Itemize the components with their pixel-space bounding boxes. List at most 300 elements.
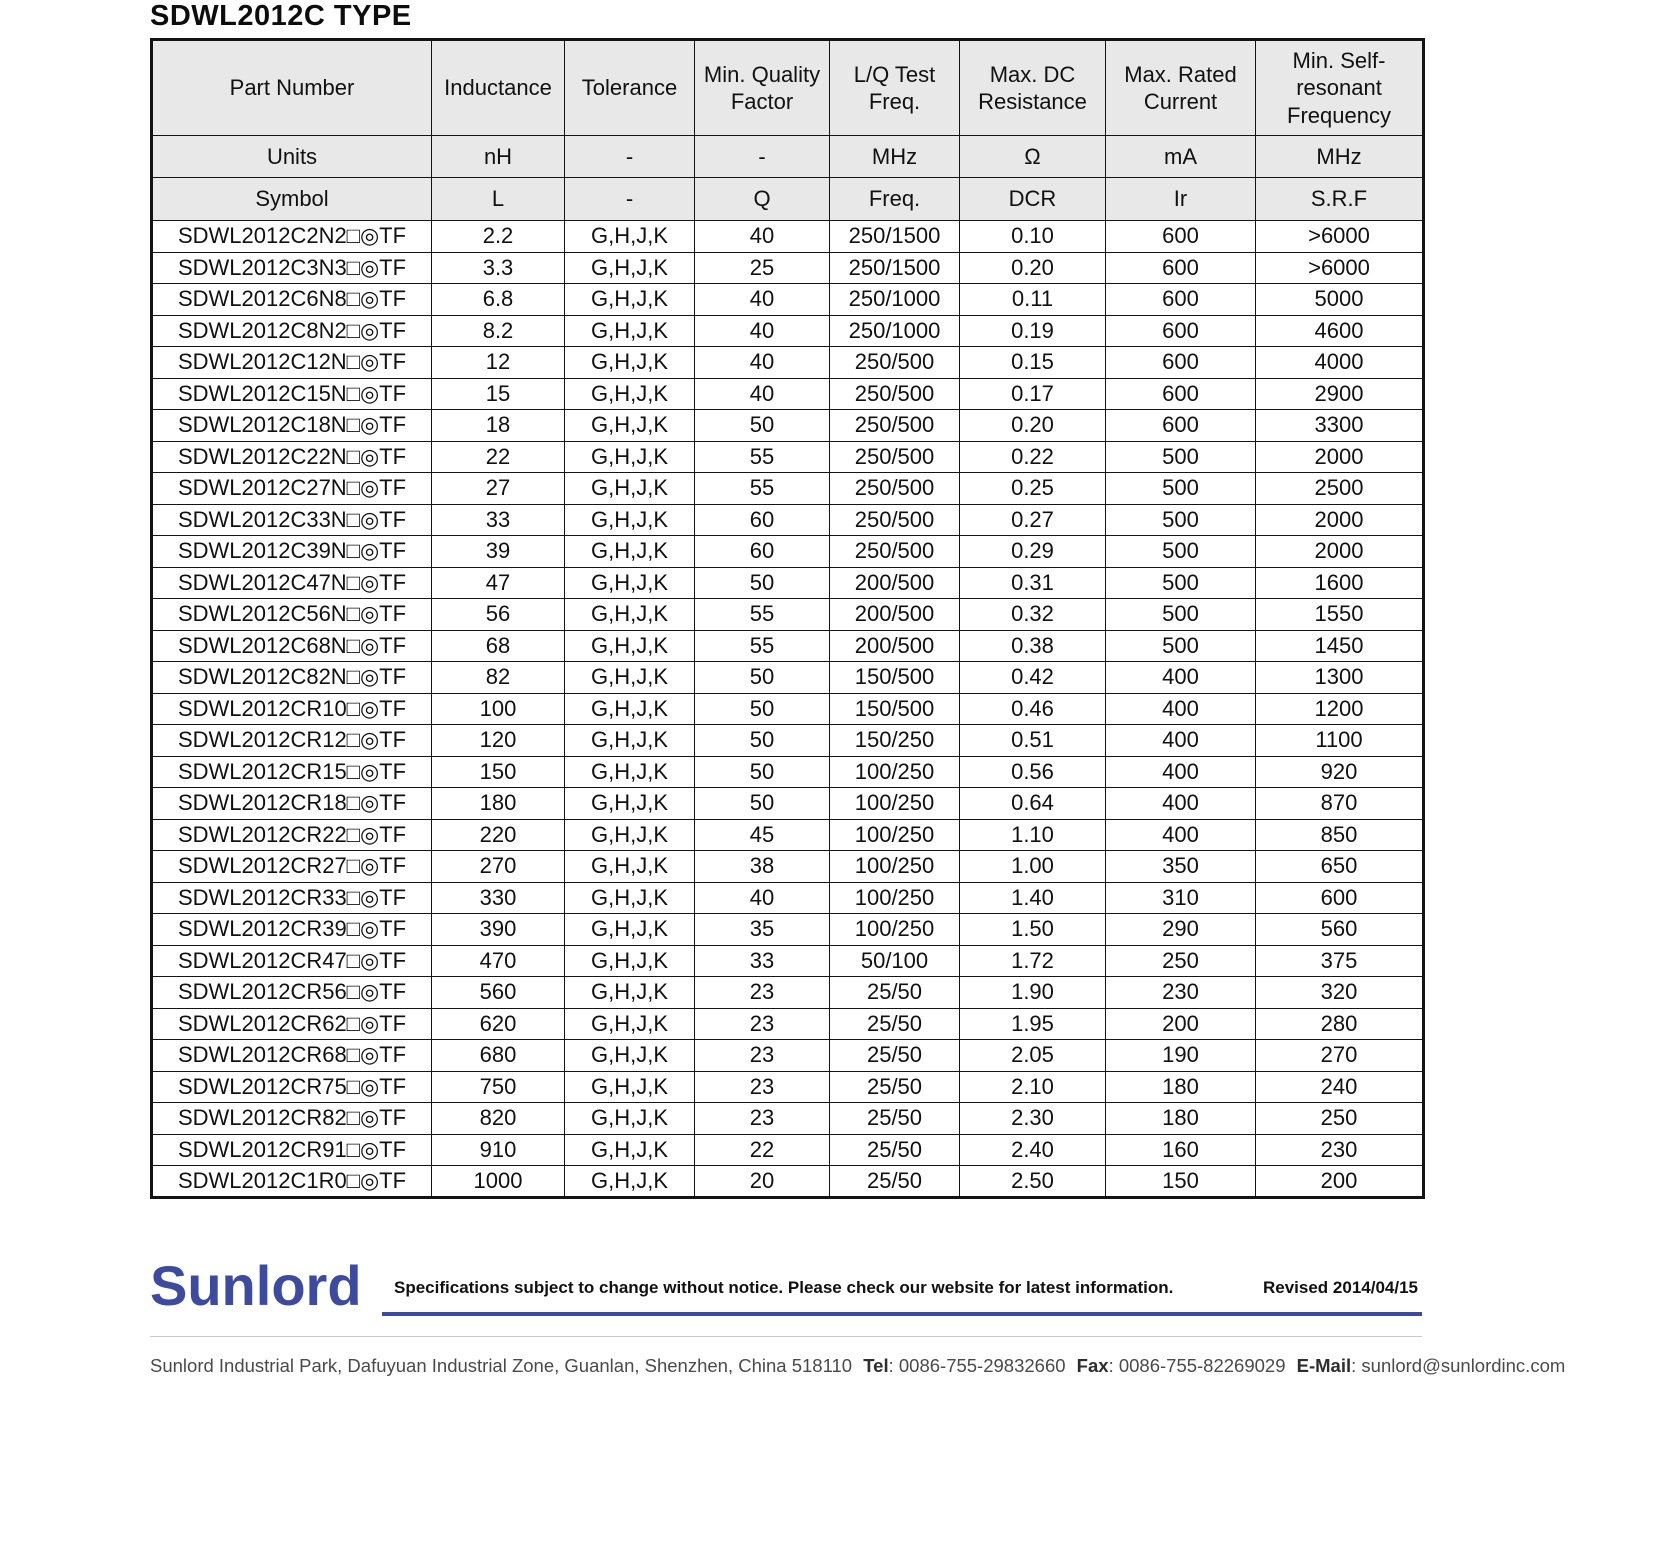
table-cell: 600: [1106, 315, 1256, 347]
table-cell: G,H,J,K: [565, 536, 695, 568]
table-cell: 23: [695, 1040, 830, 1072]
table-cell: G,H,J,K: [565, 756, 695, 788]
table-cell: G,H,J,K: [565, 473, 695, 505]
table-row: [152, 536, 1424, 568]
table-cell: 50: [695, 410, 830, 442]
table-cell: 350: [1106, 851, 1256, 883]
table-cell: G,H,J,K: [565, 977, 695, 1009]
table-cell: 200: [1106, 1008, 1256, 1040]
table-cell: 500: [1106, 441, 1256, 473]
table-cell: G,H,J,K: [565, 221, 695, 253]
header-cell: Part Number: [152, 40, 432, 136]
page-title: SDWL2012C TYPE: [150, 0, 412, 32]
table-cell: G,H,J,K: [565, 945, 695, 977]
units-cell: MHz: [1256, 136, 1424, 178]
table-cell: 50: [695, 725, 830, 757]
table-cell: 320: [1256, 977, 1424, 1009]
table-cell: SDWL2012CR27□◎TF: [152, 851, 432, 883]
table-cell: SDWL2012C3N3□◎TF: [152, 252, 432, 284]
table-cell: 400: [1106, 756, 1256, 788]
table-row: [152, 756, 1424, 788]
table-cell: 47: [432, 567, 565, 599]
symbol-cell: L: [432, 178, 565, 221]
table-cell: 250/500: [830, 378, 960, 410]
table-cell: 400: [1106, 725, 1256, 757]
table-cell: 0.20: [960, 410, 1106, 442]
table-cell: SDWL2012CR91□◎TF: [152, 1134, 432, 1166]
table-cell: 0.51: [960, 725, 1106, 757]
table-cell: G,H,J,K: [565, 1008, 695, 1040]
table-cell: 0.11: [960, 284, 1106, 316]
table-cell: 560: [1256, 914, 1424, 946]
table-cell: 50: [695, 662, 830, 694]
table-cell: 150/500: [830, 693, 960, 725]
table-cell: 6.8: [432, 284, 565, 316]
table-row: [152, 284, 1424, 316]
table-cell: 25/50: [830, 1103, 960, 1135]
table-row: [152, 504, 1424, 536]
table-cell: 1.50: [960, 914, 1106, 946]
header-cell: Tolerance: [565, 40, 695, 136]
table-cell: G,H,J,K: [565, 1166, 695, 1198]
table-row: [152, 1103, 1424, 1135]
table-cell: 40: [695, 284, 830, 316]
table-row: [152, 1166, 1424, 1198]
table-cell: G,H,J,K: [565, 693, 695, 725]
table-head: [152, 40, 1424, 221]
table-row: [152, 567, 1424, 599]
table-row: [152, 473, 1424, 505]
table-cell: 190: [1106, 1040, 1256, 1072]
table-cell: G,H,J,K: [565, 504, 695, 536]
table-cell: 25: [695, 252, 830, 284]
table-cell: 33: [432, 504, 565, 536]
table-cell: G,H,J,K: [565, 851, 695, 883]
table-cell: 250/500: [830, 473, 960, 505]
symbol-cell: -: [565, 178, 695, 221]
table-row: [152, 315, 1424, 347]
table-cell: 0.64: [960, 788, 1106, 820]
table-cell: 4000: [1256, 347, 1424, 379]
table-cell: >6000: [1256, 221, 1424, 253]
table-cell: G,H,J,K: [565, 1040, 695, 1072]
table-cell: 250/500: [830, 536, 960, 568]
header-cell: L/Q Test Freq.: [830, 40, 960, 136]
header-cell: Max. Rated Current: [1106, 40, 1256, 136]
table-cell: G,H,J,K: [565, 567, 695, 599]
table-cell: 3.3: [432, 252, 565, 284]
table-cell: 120: [432, 725, 565, 757]
table-cell: SDWL2012CR33□◎TF: [152, 882, 432, 914]
table-cell: 250/1000: [830, 315, 960, 347]
table-cell: G,H,J,K: [565, 252, 695, 284]
table-cell: G,H,J,K: [565, 914, 695, 946]
table-cell: 600: [1106, 252, 1256, 284]
table-cell: 27: [432, 473, 565, 505]
table-cell: 68: [432, 630, 565, 662]
table-cell: 1.40: [960, 882, 1106, 914]
symbol-cell: S.R.F: [1256, 178, 1424, 221]
table-cell: 15: [432, 378, 565, 410]
table-cell: 50: [695, 567, 830, 599]
table-cell: SDWL2012C1R0□◎TF: [152, 1166, 432, 1198]
units-cell: Ω: [960, 136, 1106, 178]
table-cell: 160: [1106, 1134, 1256, 1166]
table-cell: 20: [695, 1166, 830, 1198]
table-cell: 200/500: [830, 567, 960, 599]
table-cell: 1000: [432, 1166, 565, 1198]
table-cell: 2000: [1256, 504, 1424, 536]
table-cell: 25/50: [830, 1134, 960, 1166]
table-cell: 400: [1106, 788, 1256, 820]
table-cell: 23: [695, 1103, 830, 1135]
table-row: [152, 378, 1424, 410]
table-cell: 35: [695, 914, 830, 946]
table-cell: 1.72: [960, 945, 1106, 977]
table-row: [152, 851, 1424, 883]
table-cell: 600: [1106, 410, 1256, 442]
spec-table: [150, 38, 1425, 1199]
table-cell: G,H,J,K: [565, 1103, 695, 1135]
table-cell: 0.42: [960, 662, 1106, 694]
table-cell: 0.29: [960, 536, 1106, 568]
footer-tel-value: : 0086-755-29832660: [888, 1355, 1066, 1376]
table-cell: 1300: [1256, 662, 1424, 694]
table-cell: 22: [695, 1134, 830, 1166]
table-cell: 500: [1106, 630, 1256, 662]
units-cell: -: [565, 136, 695, 178]
table-cell: SDWL2012C33N□◎TF: [152, 504, 432, 536]
table-cell: 38: [695, 851, 830, 883]
table-cell: G,H,J,K: [565, 1071, 695, 1103]
table-cell: 12: [432, 347, 565, 379]
table-cell: G,H,J,K: [565, 410, 695, 442]
symbol-row: [152, 178, 1424, 221]
table-cell: 39: [432, 536, 565, 568]
table-cell: 100/250: [830, 788, 960, 820]
table-cell: G,H,J,K: [565, 347, 695, 379]
table-cell: 240: [1256, 1071, 1424, 1103]
table-cell: 400: [1106, 819, 1256, 851]
units-cell: MHz: [830, 136, 960, 178]
table-cell: 55: [695, 599, 830, 631]
table-cell: 40: [695, 347, 830, 379]
table-cell: 2000: [1256, 441, 1424, 473]
table-cell: 5000: [1256, 284, 1424, 316]
table-cell: 310: [1106, 882, 1256, 914]
table-cell: 45: [695, 819, 830, 851]
table-cell: 23: [695, 977, 830, 1009]
table-cell: 200/500: [830, 630, 960, 662]
table-row: [152, 693, 1424, 725]
table-cell: 400: [1106, 662, 1256, 694]
table-row: [152, 788, 1424, 820]
table-cell: 50: [695, 756, 830, 788]
table-cell: 50: [695, 788, 830, 820]
table-cell: 25/50: [830, 1040, 960, 1072]
table-cell: SDWL2012C68N□◎TF: [152, 630, 432, 662]
table-cell: 2.50: [960, 1166, 1106, 1198]
table-row: [152, 1134, 1424, 1166]
table-row: [152, 347, 1424, 379]
table-cell: 82: [432, 662, 565, 694]
table-cell: 910: [432, 1134, 565, 1166]
table-cell: 55: [695, 441, 830, 473]
table-cell: G,H,J,K: [565, 819, 695, 851]
table-cell: 250/1000: [830, 284, 960, 316]
table-cell: 100/250: [830, 819, 960, 851]
table-cell: G,H,J,K: [565, 1134, 695, 1166]
table-cell: 200/500: [830, 599, 960, 631]
table-cell: SDWL2012CR22□◎TF: [152, 819, 432, 851]
table-cell: 25/50: [830, 1166, 960, 1198]
table-cell: 0.10: [960, 221, 1106, 253]
table-cell: 1550: [1256, 599, 1424, 631]
table-cell: 1600: [1256, 567, 1424, 599]
table-cell: 2.05: [960, 1040, 1106, 1072]
table-cell: 250/500: [830, 347, 960, 379]
table-cell: 1200: [1256, 693, 1424, 725]
footer-email-value: : sunlord@sunlordinc.com: [1351, 1355, 1566, 1376]
table-cell: 1.95: [960, 1008, 1106, 1040]
table-body: [152, 221, 1424, 1198]
table-cell: SDWL2012C56N□◎TF: [152, 599, 432, 631]
table-cell: 180: [432, 788, 565, 820]
table-cell: 1.00: [960, 851, 1106, 883]
table-cell: 40: [695, 315, 830, 347]
table-cell: 470: [432, 945, 565, 977]
table-row: [152, 914, 1424, 946]
sunlord-logo: Sunlord: [150, 1254, 362, 1317]
table-cell: SDWL2012C27N□◎TF: [152, 473, 432, 505]
table-cell: G,H,J,K: [565, 662, 695, 694]
table-cell: G,H,J,K: [565, 882, 695, 914]
table-cell: 920: [1256, 756, 1424, 788]
table-row: [152, 1008, 1424, 1040]
table-cell: SDWL2012C18N□◎TF: [152, 410, 432, 442]
header-cell: Min. Self-resonant Frequency: [1256, 40, 1424, 136]
table-cell: 600: [1106, 378, 1256, 410]
table-cell: 0.22: [960, 441, 1106, 473]
table-cell: 560: [432, 977, 565, 1009]
table-row: [152, 599, 1424, 631]
table-cell: 60: [695, 504, 830, 536]
table-cell: 280: [1256, 1008, 1424, 1040]
table-row: [152, 1040, 1424, 1072]
table-row: [152, 221, 1424, 253]
table-row: [152, 977, 1424, 1009]
footer-tel-label: Tel: [863, 1355, 889, 1376]
table-cell: G,H,J,K: [565, 378, 695, 410]
table-cell: G,H,J,K: [565, 284, 695, 316]
table-cell: 60: [695, 536, 830, 568]
table-row: [152, 410, 1424, 442]
table-cell: 22: [432, 441, 565, 473]
symbol-cell: Freq.: [830, 178, 960, 221]
table-cell: G,H,J,K: [565, 788, 695, 820]
symbol-cell: Q: [695, 178, 830, 221]
table-cell: G,H,J,K: [565, 315, 695, 347]
footer-note: Specifications subject to change without notice. Please check our website for latest information.: [394, 1278, 1174, 1297]
table-cell: 650: [1256, 851, 1424, 883]
table-cell: 100: [432, 693, 565, 725]
table-row: [152, 819, 1424, 851]
table-cell: SDWL2012CR75□◎TF: [152, 1071, 432, 1103]
table-row: [152, 882, 1424, 914]
table-cell: 0.25: [960, 473, 1106, 505]
table-cell: 750: [432, 1071, 565, 1103]
table-cell: 250: [1106, 945, 1256, 977]
table-cell: 25/50: [830, 1008, 960, 1040]
table-cell: 250/500: [830, 504, 960, 536]
footer-revised-date: Revised 2014/04/15: [1262, 1278, 1418, 1297]
table-cell: 100/250: [830, 882, 960, 914]
table-cell: SDWL2012CR18□◎TF: [152, 788, 432, 820]
table-cell: 0.46: [960, 693, 1106, 725]
table-cell: G,H,J,K: [565, 725, 695, 757]
table-cell: 1.10: [960, 819, 1106, 851]
table-cell: 375: [1256, 945, 1424, 977]
table-cell: 150: [432, 756, 565, 788]
table-cell: SDWL2012CR82□◎TF: [152, 1103, 432, 1135]
table-cell: 600: [1256, 882, 1424, 914]
footer-fax-value: : 0086-755-82269029: [1108, 1355, 1286, 1376]
table-cell: SDWL2012CR15□◎TF: [152, 756, 432, 788]
table-cell: SDWL2012CR56□◎TF: [152, 977, 432, 1009]
footer-email-label: E-Mail: [1296, 1355, 1352, 1376]
table-cell: 180: [1106, 1071, 1256, 1103]
table-cell: G,H,J,K: [565, 441, 695, 473]
table-cell: 230: [1256, 1134, 1424, 1166]
header-cell: Min. Quality Factor: [695, 40, 830, 136]
table-cell: 0.17: [960, 378, 1106, 410]
table-row: [152, 252, 1424, 284]
table-cell: 23: [695, 1008, 830, 1040]
table-cell: 100/250: [830, 851, 960, 883]
table-cell: SDWL2012CR62□◎TF: [152, 1008, 432, 1040]
table-cell: SDWL2012C2N2□◎TF: [152, 221, 432, 253]
table-cell: SDWL2012CR10□◎TF: [152, 693, 432, 725]
table-cell: 200: [1256, 1166, 1424, 1198]
table-row: [152, 441, 1424, 473]
units-cell: mA: [1106, 136, 1256, 178]
table-cell: 100/250: [830, 756, 960, 788]
symbol-cell: Ir: [1106, 178, 1256, 221]
table-row: [152, 725, 1424, 757]
table-cell: 2.10: [960, 1071, 1106, 1103]
footer: [150, 1254, 1566, 1377]
header-cell: Max. DC Resistance: [960, 40, 1106, 136]
footer-address: [150, 1336, 1566, 1377]
table-cell: 1.90: [960, 977, 1106, 1009]
table-cell: 850: [1256, 819, 1424, 851]
table-cell: SDWL2012C47N□◎TF: [152, 567, 432, 599]
table-cell: 0.38: [960, 630, 1106, 662]
table-cell: 250/500: [830, 410, 960, 442]
table-cell: 23: [695, 1071, 830, 1103]
footer-note-bar: [382, 1278, 1422, 1316]
table-cell: 600: [1106, 284, 1256, 316]
table-cell: 220: [432, 819, 565, 851]
symbol-cell: DCR: [960, 178, 1106, 221]
table-cell: 390: [432, 914, 565, 946]
table-cell: G,H,J,K: [565, 599, 695, 631]
table-cell: 0.20: [960, 252, 1106, 284]
table-cell: >6000: [1256, 252, 1424, 284]
table-cell: 250: [1256, 1103, 1424, 1135]
table-cell: 55: [695, 630, 830, 662]
table-cell: 820: [432, 1103, 565, 1135]
table-cell: SDWL2012CR68□◎TF: [152, 1040, 432, 1072]
table-cell: 150/250: [830, 725, 960, 757]
table-cell: 270: [432, 851, 565, 883]
table-cell: 2500: [1256, 473, 1424, 505]
table-cell: SDWL2012CR47□◎TF: [152, 945, 432, 977]
table-cell: 2.30: [960, 1103, 1106, 1135]
table-cell: 500: [1106, 504, 1256, 536]
table-cell: SDWL2012C22N□◎TF: [152, 441, 432, 473]
table-cell: G,H,J,K: [565, 630, 695, 662]
units-cell: -: [695, 136, 830, 178]
footer-top: [150, 1254, 1422, 1317]
table-cell: 50: [695, 693, 830, 725]
table-cell: 270: [1256, 1040, 1424, 1072]
table-cell: 0.32: [960, 599, 1106, 631]
table-cell: 620: [432, 1008, 565, 1040]
table-cell: 150: [1106, 1166, 1256, 1198]
units-row: [152, 136, 1424, 178]
table-cell: 100/250: [830, 914, 960, 946]
table-cell: 680: [432, 1040, 565, 1072]
table-cell: SDWL2012C15N□◎TF: [152, 378, 432, 410]
table-cell: 2900: [1256, 378, 1424, 410]
units-cell: nH: [432, 136, 565, 178]
table-cell: 55: [695, 473, 830, 505]
header-row: [152, 40, 1424, 136]
table-cell: 50/100: [830, 945, 960, 977]
footer-fax-label: Fax: [1076, 1355, 1109, 1376]
table-cell: 400: [1106, 693, 1256, 725]
table-cell: 0.15: [960, 347, 1106, 379]
table-cell: 500: [1106, 599, 1256, 631]
header-cell: Inductance: [432, 40, 565, 136]
table-cell: 2.2: [432, 221, 565, 253]
table-cell: 870: [1256, 788, 1424, 820]
table-cell: 18: [432, 410, 565, 442]
table-cell: 150/500: [830, 662, 960, 694]
table-row: [152, 945, 1424, 977]
table-cell: 0.56: [960, 756, 1106, 788]
table-cell: 1100: [1256, 725, 1424, 757]
table-cell: 1450: [1256, 630, 1424, 662]
table-cell: 250/500: [830, 441, 960, 473]
footer-address-text: Sunlord Industrial Park, Dafuyuan Industrial Zone, Guanlan, Shenzhen, China 518110: [150, 1355, 853, 1376]
table-cell: 40: [695, 221, 830, 253]
table-cell: 8.2: [432, 315, 565, 347]
table-row: [152, 662, 1424, 694]
table-cell: 2.40: [960, 1134, 1106, 1166]
table-cell: 290: [1106, 914, 1256, 946]
table-cell: 180: [1106, 1103, 1256, 1135]
table-cell: 500: [1106, 536, 1256, 568]
table-cell: SDWL2012C8N2□◎TF: [152, 315, 432, 347]
table-cell: 40: [695, 378, 830, 410]
table-cell: SDWL2012C12N□◎TF: [152, 347, 432, 379]
table-cell: 600: [1106, 347, 1256, 379]
table-cell: SDWL2012CR39□◎TF: [152, 914, 432, 946]
table-cell: 500: [1106, 473, 1256, 505]
table-cell: SDWL2012C82N□◎TF: [152, 662, 432, 694]
